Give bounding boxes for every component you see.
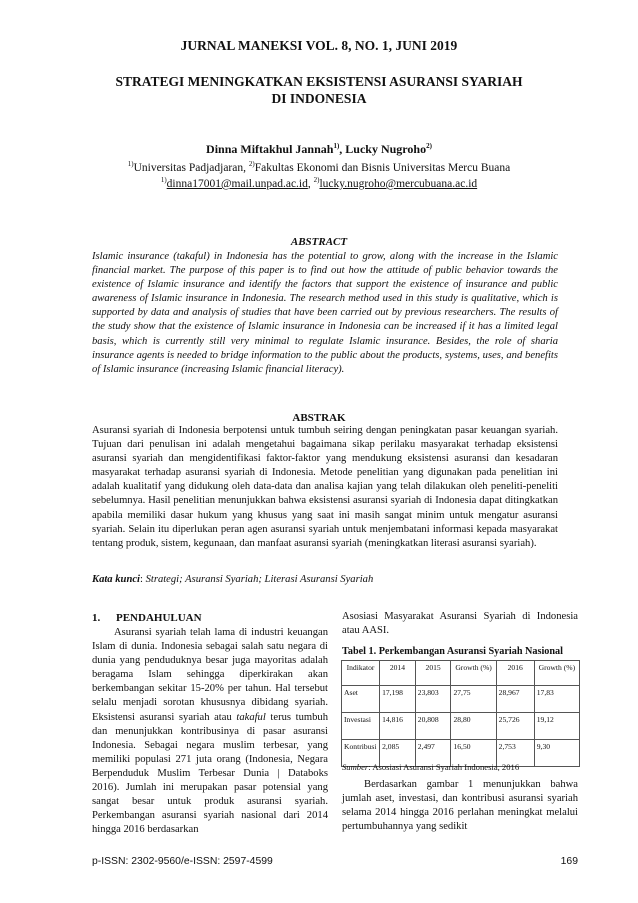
section-number: 1. — [92, 612, 101, 624]
email-separator: , — [307, 178, 314, 190]
abstract-heading: ABSTRACT — [290, 236, 348, 248]
table-cell: 9,30 — [534, 740, 579, 767]
affiliation-text: Fakultas Ekonomi dan Bisnis Universitas Mercu Buana — [254, 162, 511, 174]
table-cell: 17,198 — [380, 686, 416, 713]
email-link[interactable]: lucky.nugroho@mercubuana.ac.id — [319, 178, 478, 190]
table-cell: 14,816 — [380, 713, 416, 740]
affiliation-line — [0, 160, 638, 176]
author-name: Dinna Miftakhul Jannah — [206, 142, 334, 156]
table-caption: Tabel 1. Perkembangan Asuransi Syariah Nasional — [342, 646, 563, 657]
table-cell: 17,83 — [534, 686, 579, 713]
data-table — [341, 660, 580, 767]
body-text: terus tumbuh dan menunjukkan kontribusinya di pasar asuransi Indonesia. Sebagai negara muslim terbesar, yang memiliki populasi 271 juta orang (Indonesia, Negara Berpenduduk Muslim Terbesar Dunia | Databoks 2016). Jumlah ini merupakan pasar potensial yang sangat besar untuk produk asuransi syariah. Perkembangan asuransi syariah nasional dari 2014 hingga 2016 berdasarkan — [92, 711, 329, 836]
affiliations — [0, 160, 638, 192]
section-title: PENDAHULUAN — [116, 612, 202, 624]
table-cell: 23,803 — [415, 686, 451, 713]
table-cell: 28,967 — [496, 686, 534, 713]
table-source-label: Sumber — [342, 762, 369, 772]
author-list — [0, 142, 638, 157]
email-superscript: 2) — [313, 176, 320, 185]
body-text-italic: takaful — [236, 711, 266, 723]
body-paragraph-continued: Asosiasi Masyarakat Asuransi Syariah di Indonesia atau AASI. — [342, 611, 578, 637]
author-superscript: 2) — [426, 142, 432, 150]
footer-issn: p-ISSN: 2302-9560/e-ISSN: 2597-4599 — [92, 856, 273, 867]
email-superscript: 1) — [160, 176, 167, 185]
journal-header: JURNAL MANEKSI VOL. 8, NO. 1, JUNI 2019 — [180, 38, 458, 53]
email-line — [0, 176, 638, 192]
affiliation-superscript: 2) — [248, 160, 255, 169]
table-cell: 25,726 — [496, 713, 534, 740]
table-cell: 28,80 — [451, 713, 496, 740]
abstrak-text: Asuransi syariah di Indonesia berpotensi untuk tumbuh seiring dengan peningkatan pasar keuangan syariah. Tujuan dari penulisan ini adalah mengetahui bagaimana sikap perilaku masyarakat terhadap eksistensi asuransi syariah dan mengidentifikasi faktor-faktor yang mendukung eksistensi asuransi dan kesadaran masyarakat terhadap asuransi syariah di Indonesia. Metode penelitian yang digunakan pada penelitian ini adalah kualitatif yang didukung oleh data-data dan analisa kajian yang telah dilakukan oleh peneliti-peneliti sebelumnya. Hasil penelitian menunjukkan bahwa eksistensi asuransi syariah di Indonesia dapat ditingkatkan apabila memiliki dasar hukum yang khusus yang saat ini masih sangat minim untuk mengatur asuransi syariah. Selain itu diperlukan peran agen asuransi syariah untuk menjembatani informasi kepada masyarakat tentang produk, sistem, kegunaan, dan manfaat asuransi syariah (meningkatkan literasi asuransi syariah). — [92, 425, 558, 549]
table-cell: Aset — [342, 686, 380, 713]
table-header-cell: 2014 — [380, 661, 416, 686]
keywords-colon: : — [139, 574, 146, 585]
table-cell: 2,085 — [380, 740, 416, 767]
table-cell: 2,497 — [415, 740, 451, 767]
table-header-cell: 2015 — [415, 661, 451, 686]
table-source — [342, 762, 519, 772]
body-paragraph — [92, 626, 328, 837]
table-header-cell: 2016 — [496, 661, 534, 686]
body-text: Berdasarkan gambar 1 menunjukkan bahwa jumlah aset, investasi, dan kontribusi asuransi syariah selama 2014 hingga 2016 perlahan meningkat melalui pertumbuhannya yang sedikit — [342, 779, 578, 833]
author-superscript: 1) — [333, 142, 340, 150]
abstrak-heading: ABSTRAK — [292, 412, 346, 424]
table-header-cell: Growth (%) — [534, 661, 579, 686]
section-heading — [92, 612, 202, 624]
table-cell: 2,753 — [496, 740, 534, 767]
page-number: 169 — [560, 856, 578, 867]
table-source-text: : Asosiasi Asuransi Syariah Indonesia, 2016 — [368, 762, 520, 772]
keywords — [92, 574, 558, 585]
paper-title — [60, 73, 578, 107]
body-text: Asuransi syariah telah lama di industri keuangan Islam di dunia. Indonesia sebagai salah satu negara di dunia yang penduduknya besar juga mayoritas adalah beragama Islam sehingga diperkirakan akan berkembangan sekitar 15-20% per tahun. Hal tersebut selalu menjadi sorotan khususnya dibidang syariah. Eksistensi asuransi syariah atau — [92, 627, 328, 723]
table-row — [342, 713, 580, 740]
table-cell: 27,75 — [451, 686, 496, 713]
author-separator: , — [339, 142, 346, 156]
keywords-text: Strategi; Asuransi Syariah; Literasi Asuransi Syariah — [145, 574, 374, 585]
author-name: Lucky Nugroho — [345, 142, 427, 156]
table-cell: 16,50 — [451, 740, 496, 767]
keywords-label: Kata kunci — [92, 574, 140, 585]
table-header-cell: Indikator — [342, 661, 380, 686]
abstract-text: Islamic insurance (takaful) in Indonesia has the potential to grow, along with the increase in the Islamic financial market. The purpose of this paper is to find out how the attitude of public behavior towards the existence of Islamic insurance and identify the factors that support the existence of insurance and public awareness of Islamic insurance in Indonesia. The research method used in this study is qualitative, which is supported by data and analysis of studies that have been carried out by previous researchers. The results of the study show that the existence of Islamic insurance in Indonesia can be increased if it has a limited legal basis, which is currently still very minimal to regulate Islamic insurance. Besides, the role of sharia insurance agents is needed to bridge information to the public about the products, systems, uses, and benefits of Islamic insurance (increasing Islamic financial literacy). — [92, 251, 558, 375]
affiliation-text: Universitas Padjadjaran, — [133, 162, 249, 174]
paper-title-line-2: DI INDONESIA — [271, 91, 367, 106]
page-footer — [92, 856, 578, 867]
table-header-cell: Growth (%) — [451, 661, 496, 686]
table-cell: Kontribusi — [342, 740, 380, 767]
affiliation-superscript: 1) — [127, 160, 134, 169]
body-paragraph — [342, 778, 578, 834]
table-row — [342, 686, 580, 713]
table-cell: Investasi — [342, 713, 380, 740]
email-link[interactable]: dinna17001@mail.unpad.ac.id — [166, 178, 308, 190]
paper-title-line-1: STRATEGI MENINGKATKAN EKSISTENSI ASURANSI SYARIAH — [115, 74, 523, 89]
table-cell: 19,12 — [534, 713, 579, 740]
table-cell: 20,808 — [415, 713, 451, 740]
table-header-row — [342, 661, 580, 686]
